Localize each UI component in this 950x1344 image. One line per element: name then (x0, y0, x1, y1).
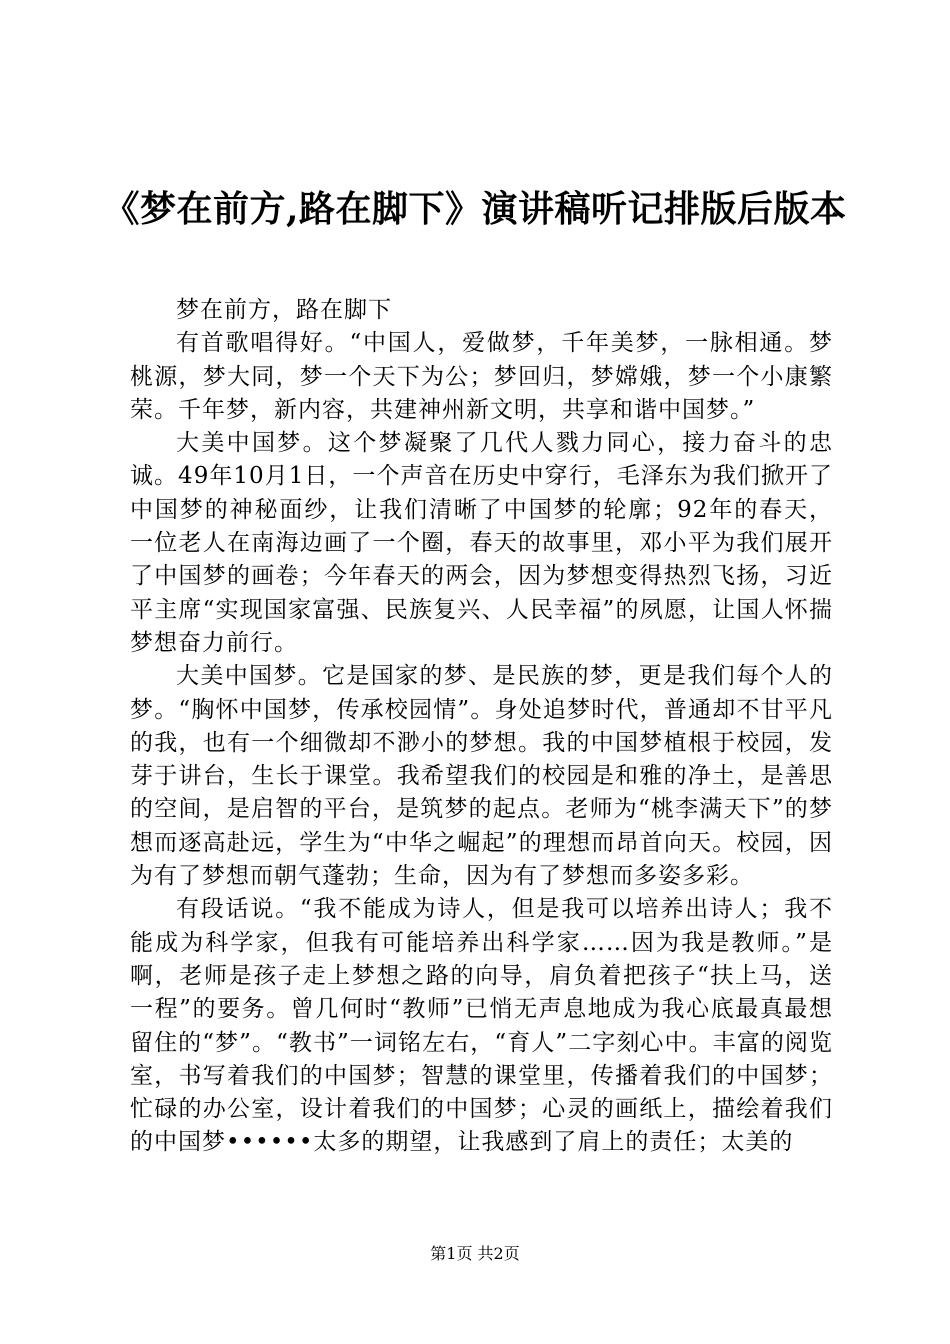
paragraph-subtitle: 梦在前方，路在脚下 (176, 297, 392, 323)
paragraph: 大美中国梦。它是国家的梦、是民族的梦，更是我们每个人的梦。“胸怀中国梦，传承校园情”。身处追梦时代，普通却不甘平凡的我，也有一个细微却不渺小的梦想。我的中国梦植根于校园，发芽于讲台，生长于课堂。我希望我们的校园是和雅的净土，是善思的空间，是启智的平台，是筑梦的起点。老师为“桃李满天下”的梦想而逐高赴远，学生为“中华之崛起”的理想而昂首向天。校园，因为有了梦想而朝气蓬勃；生命，因为有了梦想而多姿多彩。 (130, 663, 833, 890)
paragraph: 有段话说。“我不能成为诗人，但是我可以培养出诗人；我不能成为科学家，但我有可能培养出科学家……因为我是教师。”是啊，老师是孩子走上梦想之路的向导，肩负着把孩子“扶上马，送一程”的要务。曾几何时“教师”已悄无声息地成为我心底最真最想留住的“梦”。“教书”一词铭左右，“育人”二字刻心中。丰富的阅览室，书写着我们的中国梦；智慧的课堂里，传播着我们的中国梦；忙碌的办公室，设计着我们的中国梦；心灵的画纸上，描绘着我们的中国梦••••••太多的期望，让我感到了肩上的责任；太美的 (130, 896, 833, 1156)
paragraph: 大美中国梦。这个梦凝聚了几代人戮力同心，接力奋斗的忠诚。49年10月1日，一个声音在历史中穿行，毛泽东为我们掀开了中国梦的神秘面纱，让我们清晰了中国梦的轮廓；92年的春天，一位老人在南海边画了一个圈，春天的故事里，邓小平为我们展开了中国梦的画卷；今年春天的两会，因为梦想变得热烈飞扬，习近平主席“实现国家富强、民族复兴、人民幸福”的夙愿，让国人怀揣梦想奋力前行。 (130, 430, 833, 656)
paragraph: 有首歌唱得好。“中国人，爱做梦，千年美梦，一脉相通。梦桃源，梦大同，梦一个天下为公；梦回归，梦嫦娥，梦一个小康繁荣。千年梦，新内容，共建神州新文明，共享和谐中国梦。” (130, 330, 833, 423)
document-title: 《梦在前方,路在脚下》演讲稿听记排版后版本 (103, 188, 847, 230)
page-number-footer: 第1页 共2页 (430, 1244, 520, 1263)
document-body (130, 294, 833, 1160)
